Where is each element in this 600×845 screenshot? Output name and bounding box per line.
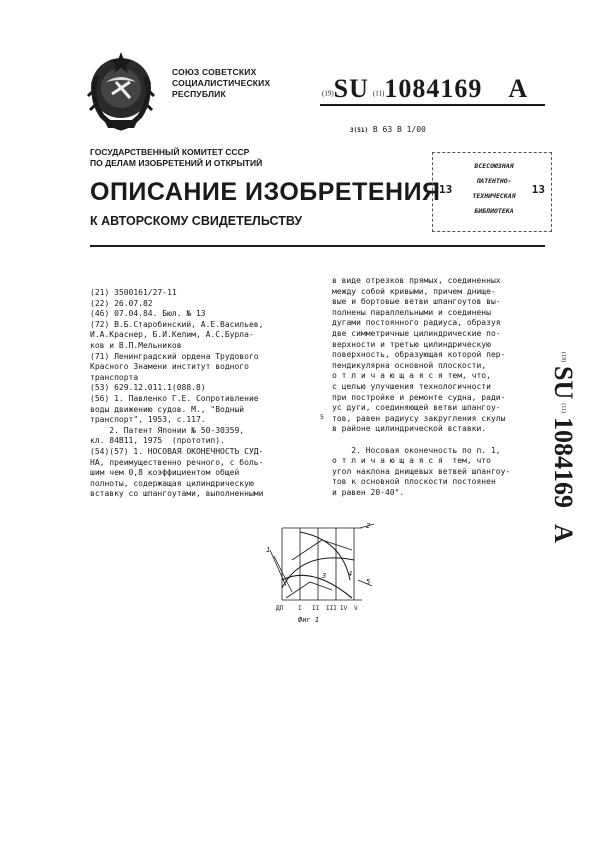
svg-text:II: II [312, 605, 320, 612]
svg-text:V: V [354, 605, 358, 612]
patent-number-line: (19)SU (11)1084169 A [322, 74, 529, 103]
union-name: СОЮЗ СОВЕТСКИХ СОЦИАЛИСТИЧЕСКИХ РЕСПУБЛИК [172, 67, 271, 99]
header-rule [320, 104, 545, 106]
bibliographic-data: (21) 3500161/27-11 (22) 26.07.82 (46) 07.04.84. Бюл. № 13 (72) В.Б.Старобинский, А.Е.Васильев, И.А.Краснер, Б.И.Келим, А.С.Бурла- ков и В.П.Мельников (71) Ленинградский ордена Трудового Красного Знамени институт водного транспорта (53) 629.12.011.1(088.8) (56) 1. Павленко Г.Е. Сопротивление воды движению судов. М., "Водный транспорт", 1953, с.117. 2. Патент Японии № 50-30359, кл. 84В11, 1975 (прототип). (54)(57) 1. НОСОВАЯ ОКОНЕЧНОСТЬ СУД- НА, преимущественно речного, с боль- шим чем 0,8 коэффициентом общей полноты, содержащая цилиндрическую вставку со шпангоутами, выполненными [90, 288, 264, 499]
line-number: 5 [320, 413, 324, 421]
kind-code: A [508, 74, 529, 103]
document-title: ОПИСАНИЕ ИЗОБРЕТЕНИЯ [90, 178, 441, 206]
svg-text:ДП: ДП [276, 605, 284, 612]
ship-section-figure [262, 520, 380, 632]
patent-number: 1084169 [384, 74, 483, 103]
document-subtitle: К АВТОРСКОМУ СВИДЕТЕЛЬСТВУ [90, 214, 303, 228]
ussr-emblem-icon [82, 48, 160, 134]
figure-caption: Фиг 1 [298, 616, 320, 624]
vertical-patent-number: (19) SU (11) 1084169 A [549, 352, 578, 543]
ipc-classification: 3(51) В 63 В 1/00 [350, 125, 426, 134]
svg-text:III: III [326, 605, 337, 612]
claims-text: в виде отрезков прямых, соединенных между собой кривыми, причем днище- вые и бортовые ветви шпангоутов вы- полнены параллельными и соединены дугами постоянного радиуса, образуя две симметричные цилиндрические по- верхности и третью цилиндрическую поверхность, образующая которой пер- пендикулярна основной плоскости, о т л и ч а ю щ а я с я тем, что, с целью улучшения технологичности при постройке и ремонте судна, ради- ус дуги, соединяющей ветви шпангоу- тов, равен радиусу закругления скулы в районе цилиндрической вставки. 2. Носовая оконечность по п. 1, о т л и ч а ю щ а я с я тем, что угол наклона днищевых ветвей шпангоу- тов к основной плоскости постоянен и равен 20-40°. [332, 276, 511, 497]
title-rule [90, 245, 545, 247]
svg-text:5: 5 [366, 578, 371, 586]
svg-text:I: I [298, 605, 302, 612]
svg-text:4: 4 [348, 570, 353, 578]
svg-text:1: 1 [266, 546, 271, 554]
svg-text:3: 3 [322, 572, 327, 580]
committee-name: ГОСУДАРСТВЕННЫЙ КОМИТЕТ СССР ПО ДЕЛАМ ИЗОБРЕТЕНИЙ И ОТКРЫТИЙ [90, 147, 263, 168]
library-stamp: 13 ВСЕСОЮЗНАЯ ПАТЕНТНО- ТЕХНИЧЕСКАЯ БИБЛИОТЕКА 13 [432, 152, 552, 232]
svg-text:2: 2 [366, 522, 371, 530]
svg-text:IV: IV [340, 605, 348, 612]
